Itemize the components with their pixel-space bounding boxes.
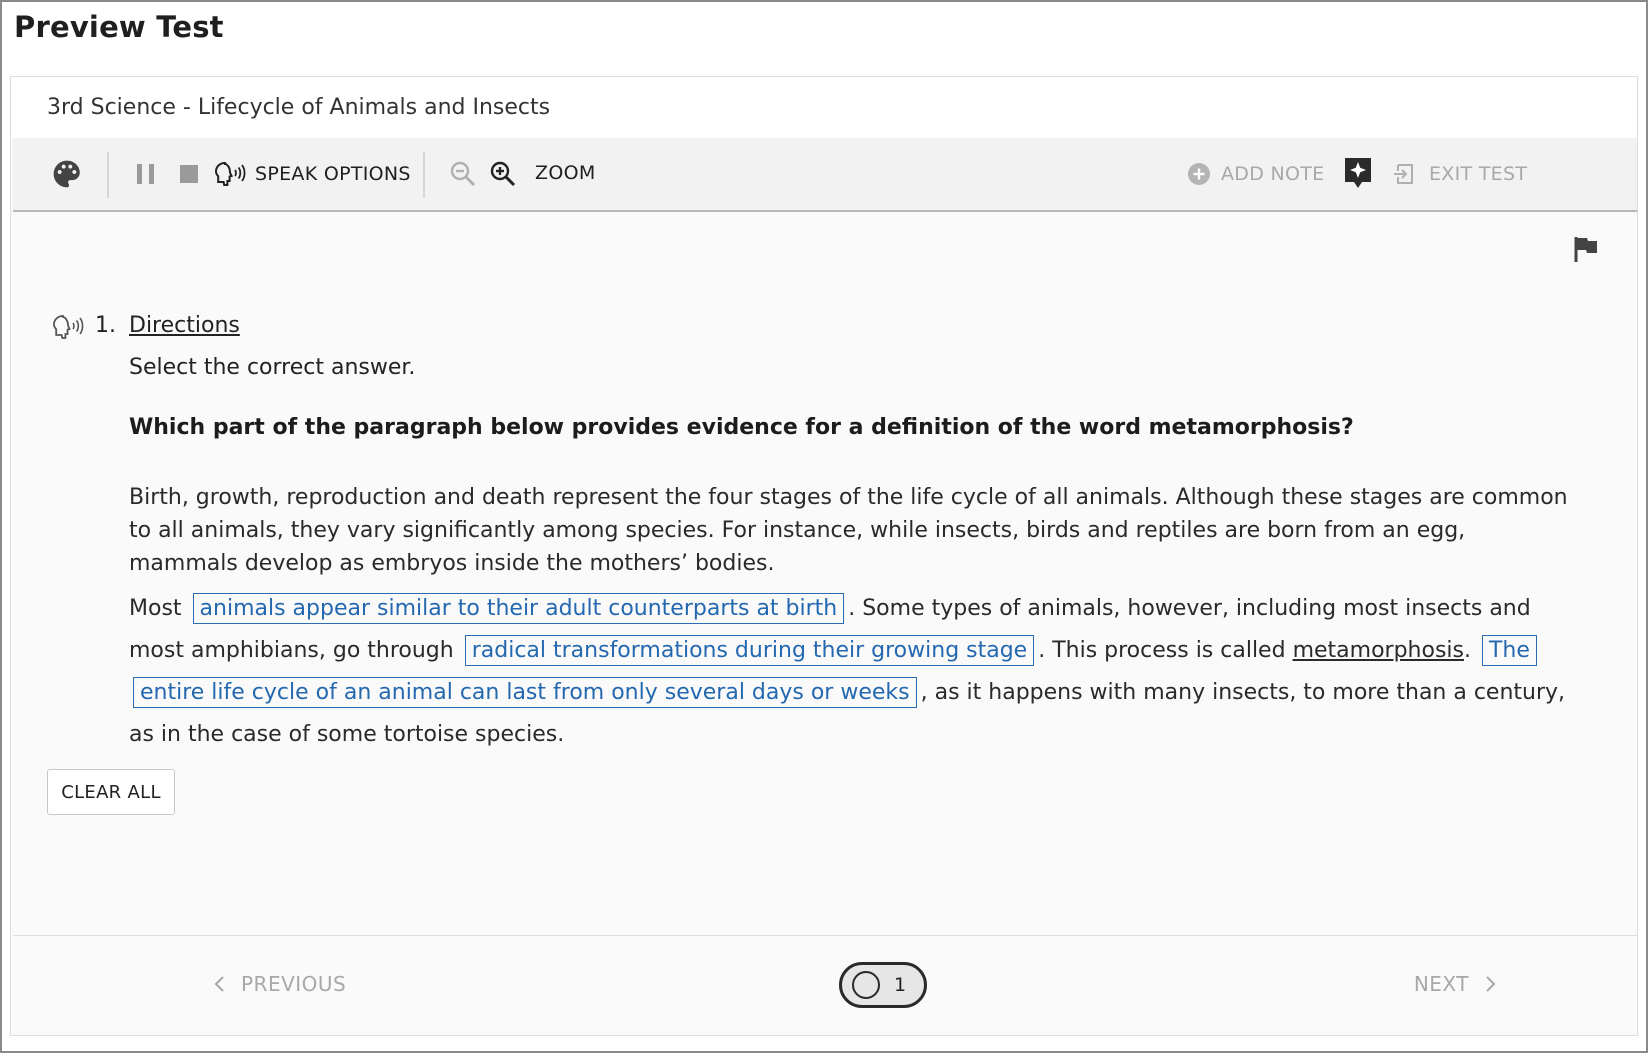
zoom-label: ZOOM — [535, 162, 596, 184]
toolbar — [13, 138, 1637, 212]
passage-text: . This process is called — [1038, 638, 1286, 663]
next-button[interactable] — [1414, 972, 1497, 996]
question-number: 1. — [95, 313, 116, 338]
sparkle-icon[interactable] — [1343, 156, 1373, 190]
page-title: Preview Test — [14, 10, 224, 44]
add-note-label: ADD NOTE — [1221, 163, 1325, 185]
flag-icon[interactable] — [1573, 235, 1599, 267]
toolbar-divider — [107, 152, 109, 198]
zoom-in-icon[interactable] — [489, 160, 517, 188]
test-title: 3rd Science - Lifecycle of Animals and Insects — [47, 95, 551, 120]
speak-options-button[interactable] — [213, 160, 411, 188]
toolbar-divider — [423, 152, 425, 198]
hot-text-option-3[interactable]: The entire life cycle of an animal can last from only several days or weeks — [133, 635, 1537, 708]
question-status-indicator — [852, 971, 880, 999]
speak-options-label: SPEAK OPTIONS — [255, 163, 411, 185]
exit-test-button[interactable] — [1393, 162, 1527, 186]
add-note-button[interactable] — [1187, 162, 1324, 186]
plus-circle-icon — [1187, 162, 1211, 186]
test-panel — [10, 76, 1638, 1036]
clear-all-button[interactable]: CLEAR ALL — [47, 769, 175, 815]
passage-text: Most — [129, 596, 182, 621]
speak-question-icon[interactable] — [51, 313, 85, 341]
metamorphosis-term: metamorphosis — [1292, 638, 1464, 663]
question-pager[interactable] — [839, 962, 927, 1008]
chevron-right-icon — [1483, 975, 1497, 993]
footer-navigation — [13, 935, 1637, 1035]
test-title-bar — [11, 77, 1637, 138]
exit-test-label: EXIT TEST — [1429, 163, 1528, 185]
question-stem: Which part of the paragraph below provides evidence for a definition of the word metamorphosis? — [129, 415, 1354, 440]
hot-text-option-2[interactable]: radical transformations during their growing stage — [465, 635, 1035, 666]
passage-paragraph-2 — [129, 588, 1579, 756]
previous-button[interactable] — [213, 972, 346, 996]
question-instruction: Select the correct answer. — [129, 355, 416, 380]
passage-text: . Some types of animals, however, including most insects and most amphibians, go through — [129, 596, 1531, 663]
hot-text-option-1[interactable]: animals appear similar to their adult counterparts at birth — [193, 593, 845, 624]
passage-text: , as it happens with many insects, to more than a century, as in the case of some tortoise species. — [129, 680, 1566, 747]
passage-text: . — [1463, 638, 1471, 663]
passage-paragraph-1: Birth, growth, reproduction and death represent the four stages of the life cycle of all animals. Although these stages are common to all animals, they vary significantly among species. For instance, while insects, birds and reptiles are born from an egg, mammals develop as embryos inside the mothers’ bodies. — [129, 485, 1568, 576]
stop-icon[interactable] — [179, 164, 199, 184]
pause-icon[interactable] — [135, 162, 157, 186]
exit-icon — [1393, 162, 1417, 186]
palette-icon[interactable] — [51, 158, 83, 190]
next-label: NEXT — [1413, 972, 1469, 996]
previous-label: PREVIOUS — [241, 972, 347, 996]
zoom-out-icon[interactable] — [449, 160, 477, 188]
speaking-head-icon — [213, 160, 247, 188]
page-number: 1 — [894, 974, 907, 996]
directions-link[interactable]: Directions — [129, 313, 240, 338]
passage — [129, 481, 1579, 756]
chevron-left-icon — [213, 975, 227, 993]
